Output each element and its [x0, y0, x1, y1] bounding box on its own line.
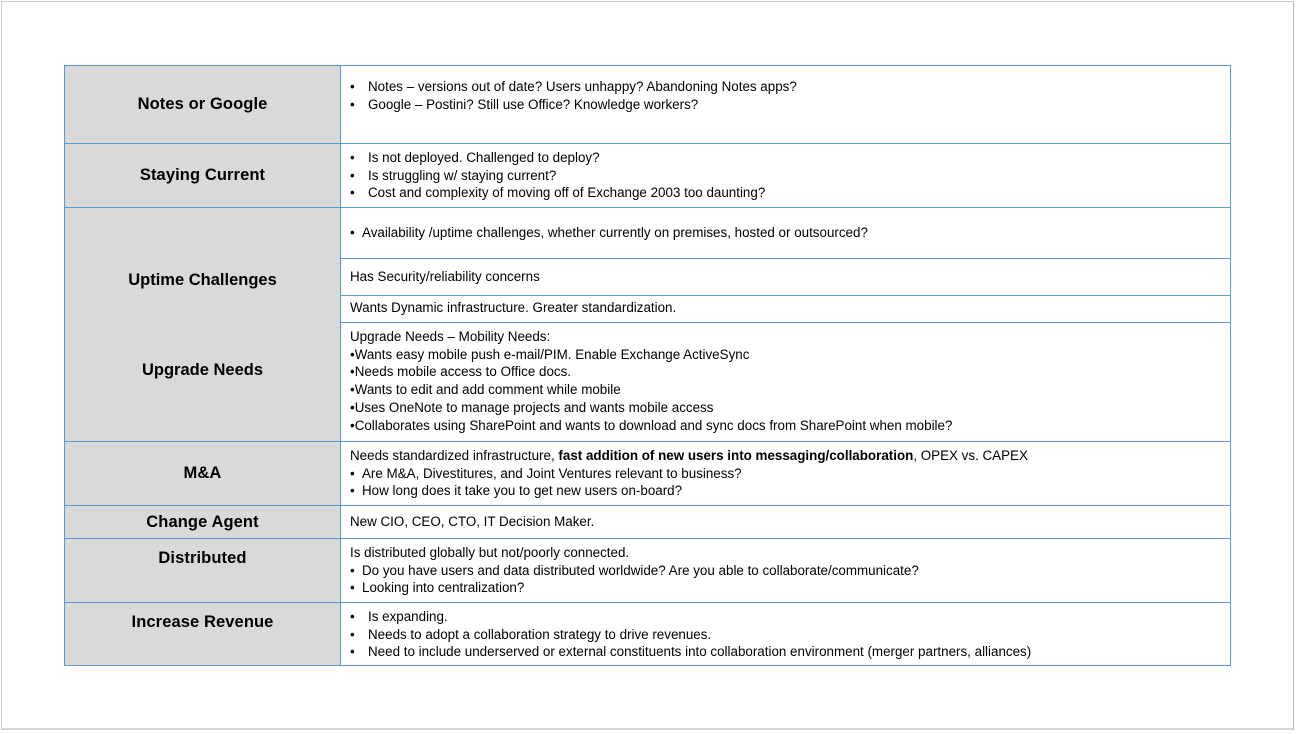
intro-prefix: Needs standardized infrastructure,	[350, 448, 559, 463]
row-content-distributed	[341, 539, 1230, 603]
list-item: •Uses OneNote to manage projects and wants mobile access	[350, 399, 714, 415]
list-item: •Wants to edit and add comment while mobile	[350, 382, 621, 398]
row-content-increase-revenue	[341, 603, 1230, 665]
row-label-text: Change Agent	[146, 512, 259, 531]
row-label-distributed	[65, 539, 341, 603]
intro-bold: fast addition of new users into messaging/collaboration	[558, 448, 914, 463]
list-item: •Needs mobile access to Office docs.	[350, 364, 572, 380]
row-label-uptime-challenges: Uptime Challenges	[128, 271, 277, 289]
row-content-upgrade-needs	[341, 323, 1230, 442]
upgrade-needs-heading: Upgrade Needs – Mobility Needs:	[350, 329, 551, 344]
intro-suffix: , OPEX vs. CAPEX	[913, 448, 1028, 463]
row-content-m-and-a	[341, 442, 1230, 506]
row-content-notes-or-google	[341, 66, 1230, 144]
customer-scenarios-table	[64, 65, 1231, 666]
row-label-increase-revenue	[65, 603, 341, 665]
row-label-notes-or-google	[65, 66, 341, 144]
m-and-a-intro	[350, 447, 1221, 465]
row-label-m-and-a	[65, 442, 341, 506]
security-text: Has Security/reliability concerns	[350, 269, 540, 285]
row-content-availability	[341, 208, 1230, 259]
row-label-staying-current	[65, 144, 341, 208]
list-item: •Wants easy mobile push e-mail/PIM. Enable Exchange ActiveSync	[350, 346, 750, 362]
bullet-item: • Google – Postini? Still use Office? Knowledge workers?	[350, 96, 1221, 114]
row-label-uptime-and-upgrade	[65, 208, 341, 442]
bullet-item: • Is expanding.	[350, 608, 1221, 626]
bullet-item: • Need to include underserved or external constituents into collaboration environment (merger partners, alliances)	[350, 643, 1221, 661]
row-label-change-agent	[65, 506, 341, 539]
bullet-item: • How long does it take you to get new users on-board?	[350, 482, 1221, 500]
row-content-staying-current	[341, 144, 1230, 208]
change-agent-text: New CIO, CEO, CTO, IT Decision Maker.	[350, 514, 595, 530]
row-label-upgrade-needs: Upgrade Needs	[141, 361, 264, 379]
bullet-item: • Notes – versions out of date? Users unhappy? Abandoning Notes apps?	[350, 78, 1221, 96]
bullet-item: • Needs to adopt a collaboration strategy to drive revenues.	[350, 626, 1221, 644]
row-label-text: Notes or Google	[137, 95, 268, 113]
row-label-text: Increase Revenue	[131, 613, 274, 631]
row-label-text: Staying Current	[139, 166, 266, 184]
distributed-intro: Is distributed globally but not/poorly connected.	[350, 545, 630, 560]
bullet-item: • Do you have users and data distributed worldwide? Are you able to collaborate/communicate?	[350, 562, 1221, 580]
row-content-security	[341, 259, 1230, 296]
bullet-item: • Is not deployed. Challenged to deploy?	[350, 149, 1221, 167]
bullet-item: • Is struggling w/ staying current?	[350, 167, 1221, 185]
list-item: •Collaborates using SharePoint and wants to download and sync docs from SharePoint when mobile?	[350, 417, 953, 433]
bullet-item: • Looking into centralization?	[350, 579, 1221, 597]
row-label-text: Distributed	[158, 549, 247, 567]
row-content-change-agent	[341, 506, 1230, 539]
dynamic-infrastructure-text: Wants Dynamic infrastructure. Greater standardization.	[350, 300, 677, 315]
bullet-item: • Cost and complexity of moving off of Exchange 2003 too daunting?	[350, 184, 1221, 202]
bullet-item: • Availability /uptime challenges, whether currently on premises, hosted or outsourced?	[350, 224, 868, 242]
row-content-dynamic-infrastructure	[341, 296, 1230, 323]
row-label-text: M&A	[183, 464, 222, 482]
bullet-item: • Are M&A, Divestitures, and Joint Ventures relevant to business?	[350, 465, 1221, 483]
